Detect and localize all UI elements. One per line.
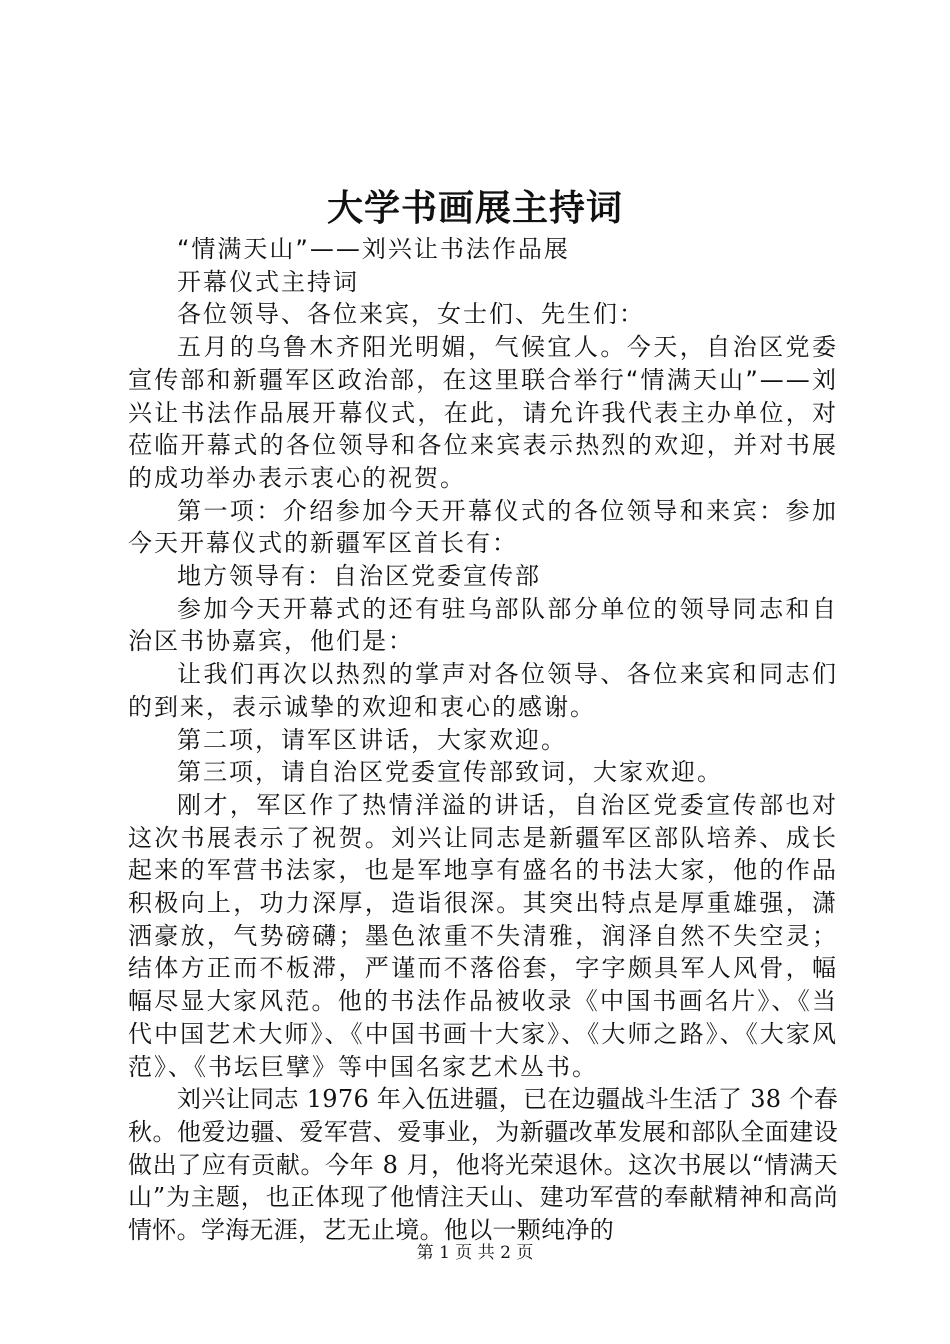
paragraph-artist-career: 刘兴让同志 1976 年入伍进疆，已在边疆战斗生活了 38 个春秋。他爱边疆、爱军营、爱事业，为新疆改革发展和部队全面建设做出了应有贡献。今年 8 月，他将光荣退休。这次书展以“情满天山”为主题，也正体现了他情注天山、建功军营的奉献精神和高尚情怀。学海无涯，艺无止境。他以一颗纯净的	[128, 1085, 838, 1245]
paragraph-opening: 五月的乌鲁木齐阳光明媚，气候宜人。今天，自治区党委宣传部和新疆军区政治部，在这里联合举行“情满天山”——刘兴让书法作品展开幕仪式，在此，请允许我代表主办单位，对莅临开幕式的各位领导和各位来宾表示热烈的欢迎，并对书展的成功举办表示衷心的祝贺。	[128, 333, 838, 492]
document-body	[128, 233, 838, 1247]
paragraph-local-leaders: 地方领导有：自治区党委宣传部	[177, 562, 541, 591]
paragraph-other-guests: 参加今天开幕式的还有驻乌部队部分单位的领导同志和自治区书协嘉宾，他们是：	[128, 594, 838, 656]
paragraph-applause: 让我们再次以热烈的掌声对各位领导、各位来宾和同志们的到来，表示诚挚的欢迎和衷心的感谢。	[128, 660, 838, 721]
paragraph-subtitle: 开幕仪式主持词	[177, 267, 359, 296]
document-title: 大学书画展主持词	[326, 187, 623, 229]
paragraph-greeting: 各位领导、各位来宾，女士们、先生们：	[177, 300, 645, 329]
paragraph-item-two: 第二项，请军区讲话，大家欢迎。	[177, 725, 567, 754]
paragraph-item-one: 第一项：介绍参加今天开幕仪式的各位领导和来宾：参加今天开幕仪式的新疆军区首长有：	[128, 496, 838, 558]
paragraph-exhibition-name: “情满天山”——刘兴让书法作品展	[177, 235, 570, 263]
page-number: 第 1 页 共 2 页	[416, 1243, 534, 1263]
paragraph-item-three: 第三项，请自治区党委宣传部致词，大家欢迎。	[177, 758, 723, 787]
paragraph-artist-intro: 刚才，军区作了热情洋溢的讲话，自治区党委宣传部也对这次书展表示了祝贺。刘兴让同志是新疆军区部队培养、成长起来的军营书法家，也是军地享有盛名的书法大家，他的作品积极向上，功力深厚，造诣很深。其突出特点是厚重雄强，潇洒豪放，气势磅礴；墨色浓重不失清雅，润泽自然不失空灵；结体方正而不板滞，严谨而不落俗套，字字颇具军人风骨，幅幅尽显大家风范。他的书法作品被收录《中国书画名片》、《当代中国艺术大师》、《中国书画十大家》、《大师之路》、《大家风范》、《书坛巨擘》等中国名家艺术丛书。	[128, 790, 838, 1081]
